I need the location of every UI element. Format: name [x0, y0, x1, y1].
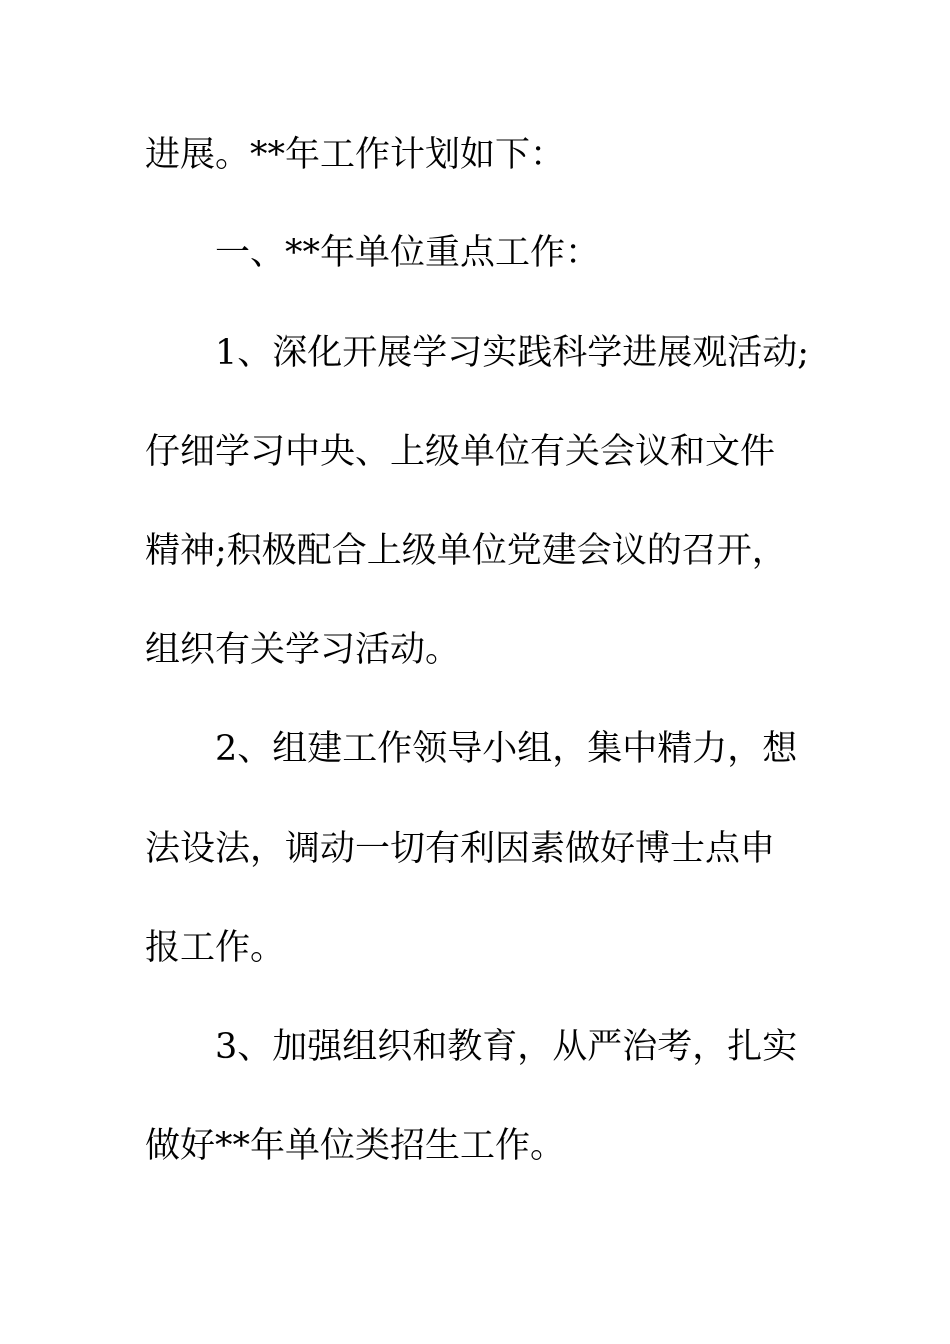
text-line: 报工作。 [145, 928, 286, 968]
text-line: 1、深化开展学习实践科学进展观活动; [215, 333, 810, 373]
text-line: 法设法，调动一切有利因素做好博士点申 [145, 829, 776, 869]
text-line: 仔细学习中央、上级单位有关会议和文件 [145, 432, 776, 472]
section-heading: 一、**年单位重点工作： [215, 233, 601, 273]
text-line: 2、组建工作领导小组，集中精力，想 [215, 729, 798, 769]
text-line: 3、加强组织和教育，从严治考，扎实 [215, 1027, 798, 1067]
text-line: 做好**年单位类招生工作。 [145, 1126, 566, 1166]
text-line: 进展。**年工作计划如下： [145, 135, 566, 175]
text-line: 精神;积极配合上级单位党建会议的召开， [145, 531, 787, 571]
text-line: 组织有关学习活动。 [145, 630, 461, 670]
